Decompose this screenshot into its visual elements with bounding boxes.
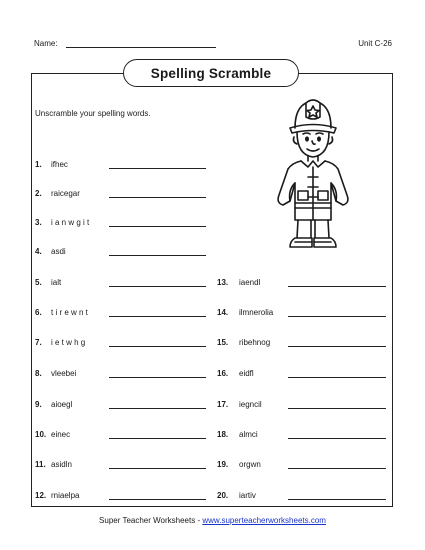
answer-line[interactable] xyxy=(109,286,206,287)
item-number: 6. xyxy=(35,307,42,317)
scrambled-word: raicegar xyxy=(51,188,80,198)
item-number: 16. xyxy=(217,368,229,378)
footer xyxy=(0,516,425,525)
spelling-item xyxy=(217,458,261,470)
scrambled-word: ialt xyxy=(51,277,62,287)
unit-label: Unit C-26 xyxy=(358,39,392,48)
item-number: 9. xyxy=(35,399,42,409)
answer-line[interactable] xyxy=(109,468,206,469)
spelling-item xyxy=(217,398,262,410)
answer-line[interactable] xyxy=(109,377,206,378)
spelling-item xyxy=(217,336,270,348)
spelling-item xyxy=(35,398,72,410)
answer-line[interactable] xyxy=(288,408,386,409)
spelling-item xyxy=(35,336,85,348)
scrambled-word: ribehnog xyxy=(239,337,271,347)
answer-line[interactable] xyxy=(109,438,206,439)
scrambled-word: iaendl xyxy=(239,277,261,287)
spelling-item xyxy=(217,367,254,379)
spelling-item xyxy=(35,428,70,440)
answer-line[interactable] xyxy=(109,316,206,317)
answer-line[interactable] xyxy=(288,499,386,500)
answer-line[interactable] xyxy=(288,316,386,317)
answer-line[interactable] xyxy=(109,255,206,256)
spelling-item xyxy=(217,428,258,440)
footer-link[interactable]: www.superteacherworksheets.com xyxy=(202,516,326,525)
scrambled-word: i e t w h g xyxy=(51,337,86,347)
spelling-item xyxy=(35,216,89,228)
item-number: 15. xyxy=(217,337,229,347)
answer-line[interactable] xyxy=(109,499,206,500)
scrambled-word: vleebei xyxy=(51,368,77,378)
scrambled-word: asidln xyxy=(51,459,72,469)
spelling-item xyxy=(35,187,80,199)
scrambled-word: t i r e w n t xyxy=(51,307,88,317)
scrambled-word: aioegl xyxy=(51,399,73,409)
item-number: 18. xyxy=(217,429,229,439)
item-number: 17. xyxy=(217,399,229,409)
answer-line[interactable] xyxy=(288,377,386,378)
scrambled-word: ilmnerolia xyxy=(239,307,274,317)
spelling-item xyxy=(217,489,256,501)
spelling-item xyxy=(35,306,88,318)
name-field[interactable] xyxy=(66,47,216,48)
answer-line[interactable] xyxy=(109,346,206,347)
scrambled-word: ifhec xyxy=(51,159,68,169)
answer-line[interactable] xyxy=(109,168,206,169)
scrambled-word: rniaelpa xyxy=(51,490,80,500)
item-number: 1. xyxy=(35,159,42,169)
answer-line[interactable] xyxy=(288,346,386,347)
spelling-item xyxy=(35,367,76,379)
spelling-item xyxy=(35,489,79,501)
answer-line[interactable] xyxy=(288,438,386,439)
item-number: 3. xyxy=(35,217,42,227)
scrambled-word: einec xyxy=(51,429,71,439)
scrambled-word: almci xyxy=(239,429,258,439)
name-label: Name: xyxy=(34,39,58,48)
scrambled-word: iegncil xyxy=(239,399,262,409)
item-number: 10. xyxy=(35,429,47,439)
instructions: Unscramble your spelling words. xyxy=(35,109,151,118)
spelling-item xyxy=(35,158,68,170)
answer-line[interactable] xyxy=(288,286,386,287)
answer-line[interactable] xyxy=(288,468,386,469)
spelling-item xyxy=(35,276,61,288)
scrambled-word: i a n w g i t xyxy=(51,217,90,227)
item-number: 5. xyxy=(35,277,42,287)
scrambled-word: eidfl xyxy=(239,368,254,378)
spelling-item xyxy=(35,458,72,470)
item-number: 7. xyxy=(35,337,42,347)
item-number: 11. xyxy=(35,459,46,469)
item-number: 20. xyxy=(217,490,229,500)
item-number: 13. xyxy=(217,277,229,287)
answer-line[interactable] xyxy=(109,226,206,227)
page-title: Spelling Scramble xyxy=(123,59,299,87)
item-number: 12. xyxy=(35,490,47,500)
spelling-item xyxy=(217,276,260,288)
scrambled-word: orgwn xyxy=(239,459,261,469)
item-number: 2. xyxy=(35,188,42,198)
item-number: 19. xyxy=(217,459,229,469)
spelling-item xyxy=(35,245,66,257)
item-number: 8. xyxy=(35,368,42,378)
answer-line[interactable] xyxy=(109,197,206,198)
spelling-item xyxy=(217,306,273,318)
item-number: 4. xyxy=(35,246,42,256)
answer-line[interactable] xyxy=(109,408,206,409)
scrambled-word: iartiv xyxy=(239,490,256,500)
item-number: 14. xyxy=(217,307,229,317)
footer-text: Super Teacher Worksheets - xyxy=(99,516,203,525)
firefighter-icon xyxy=(268,95,358,250)
scrambled-word: asdi xyxy=(51,246,66,256)
